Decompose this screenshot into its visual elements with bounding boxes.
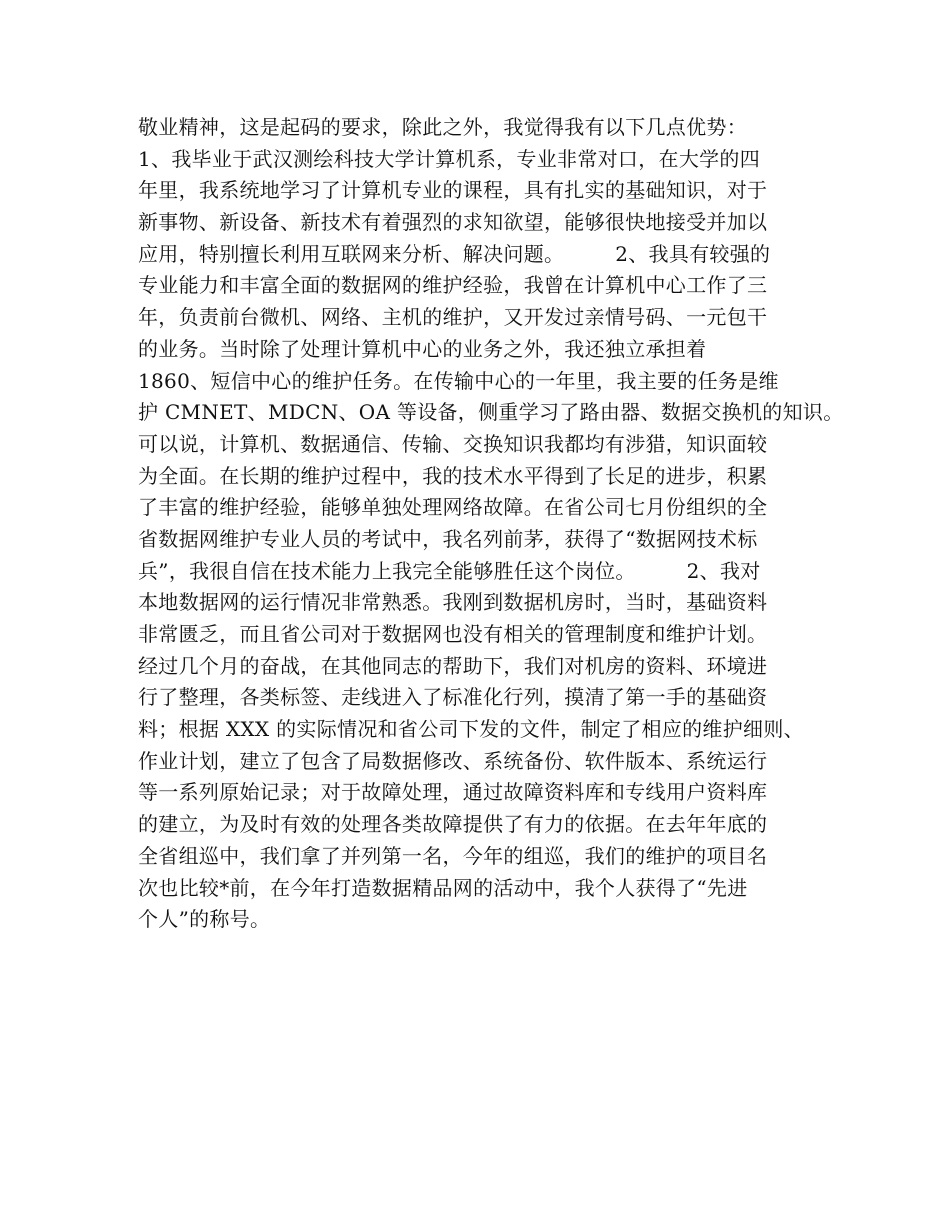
text-line: 新事物、新设备、新技术有着强烈的求知欲望，能够很快地接受并加以 <box>138 210 768 235</box>
text-line: 个人”的称号。 <box>138 907 271 932</box>
text-line: 等一系列原始记录；对于故障处理，通过故障资料库和专线用户资料库 <box>138 780 768 805</box>
text-line: 护 CMNET、MDCN、OA 等设备，侧重学习了路由器、数据交换机的知识。 <box>138 400 844 425</box>
text-line: 年，负责前台微机、网络、主机的维护，又开发过亲情号码、一元包干 <box>138 305 768 330</box>
text-line: 为全面。在长期的维护过程中，我的技术水平得到了长足的进步，积累 <box>138 463 768 488</box>
text-line: 作业计划，建立了包含了局数据修改、系统备份、软件版本、系统运行 <box>138 748 768 773</box>
text-line: 全省组巡中，我们拿了并列第一名，今年的组巡，我们的维护的项目名 <box>138 843 768 868</box>
text-line: 本地数据网的运行情况非常熟悉。我刚到数据机房时，当时，基础资料 <box>138 590 768 615</box>
text-line: 1、我毕业于武汉测绘科技大学计算机系，专业非常对口，在大学的四 <box>138 146 761 171</box>
text-line: 应用，特别擅长利用互联网来分析、解决问题。 2、我具有较强的 <box>138 241 771 266</box>
text-line: 兵”，我很自信在技术能力上我完全能够胜任这个岗位。 2、我对 <box>138 558 761 583</box>
text-line: 料；根据 XXX 的实际情况和省公司下发的文件，制定了相应的维护细则、 <box>138 717 804 742</box>
text-line: 经过几个月的奋战，在其他同志的帮助下，我们对机房的资料、环境进 <box>138 653 768 678</box>
text-line: 敬业精神，这是起码的要求，除此之外，我觉得我有以下几点优势： <box>138 115 747 139</box>
body-text <box>138 112 844 936</box>
text-line: 省数据网维护专业人员的考试中，我名列前茅，获得了“数据网技术标 <box>138 526 758 551</box>
text-line: 非常匮乏，而且省公司对于数据网也没有相关的管理制度和维护计划。 <box>138 622 768 646</box>
text-line: 次也比较*前，在今年打造数据精品网的活动中，我个人获得了“先进 <box>138 875 748 900</box>
text-line: 专业能力和丰富全面的数据网的维护经验，我曾在计算机中心工作了三 <box>138 273 768 298</box>
text-line: 可以说，计算机、数据通信、传输、交换知识我都均有涉猎，知识面较 <box>138 431 768 456</box>
text-line: 年里，我系统地学习了计算机专业的课程，具有扎实的基础知识，对于 <box>138 178 768 203</box>
text-line: 了丰富的维护经验，能够单独处理网络故障。在省公司七月份组织的全 <box>138 495 768 520</box>
text-line: 的业务。当时除了处理计算机中心的业务之外，我还独立承担着 <box>138 336 707 361</box>
text-line: 1860、短信中心的维护任务。在传输中心的一年里，我主要的任务是维 <box>138 368 779 393</box>
text-line: 的建立，为及时有效的处理各类故障提供了有力的依据。在去年年底的 <box>138 812 768 837</box>
text-line: 行了整理，各类标签、走线进入了标准化行列，摸清了第一手的基础资 <box>138 685 768 710</box>
